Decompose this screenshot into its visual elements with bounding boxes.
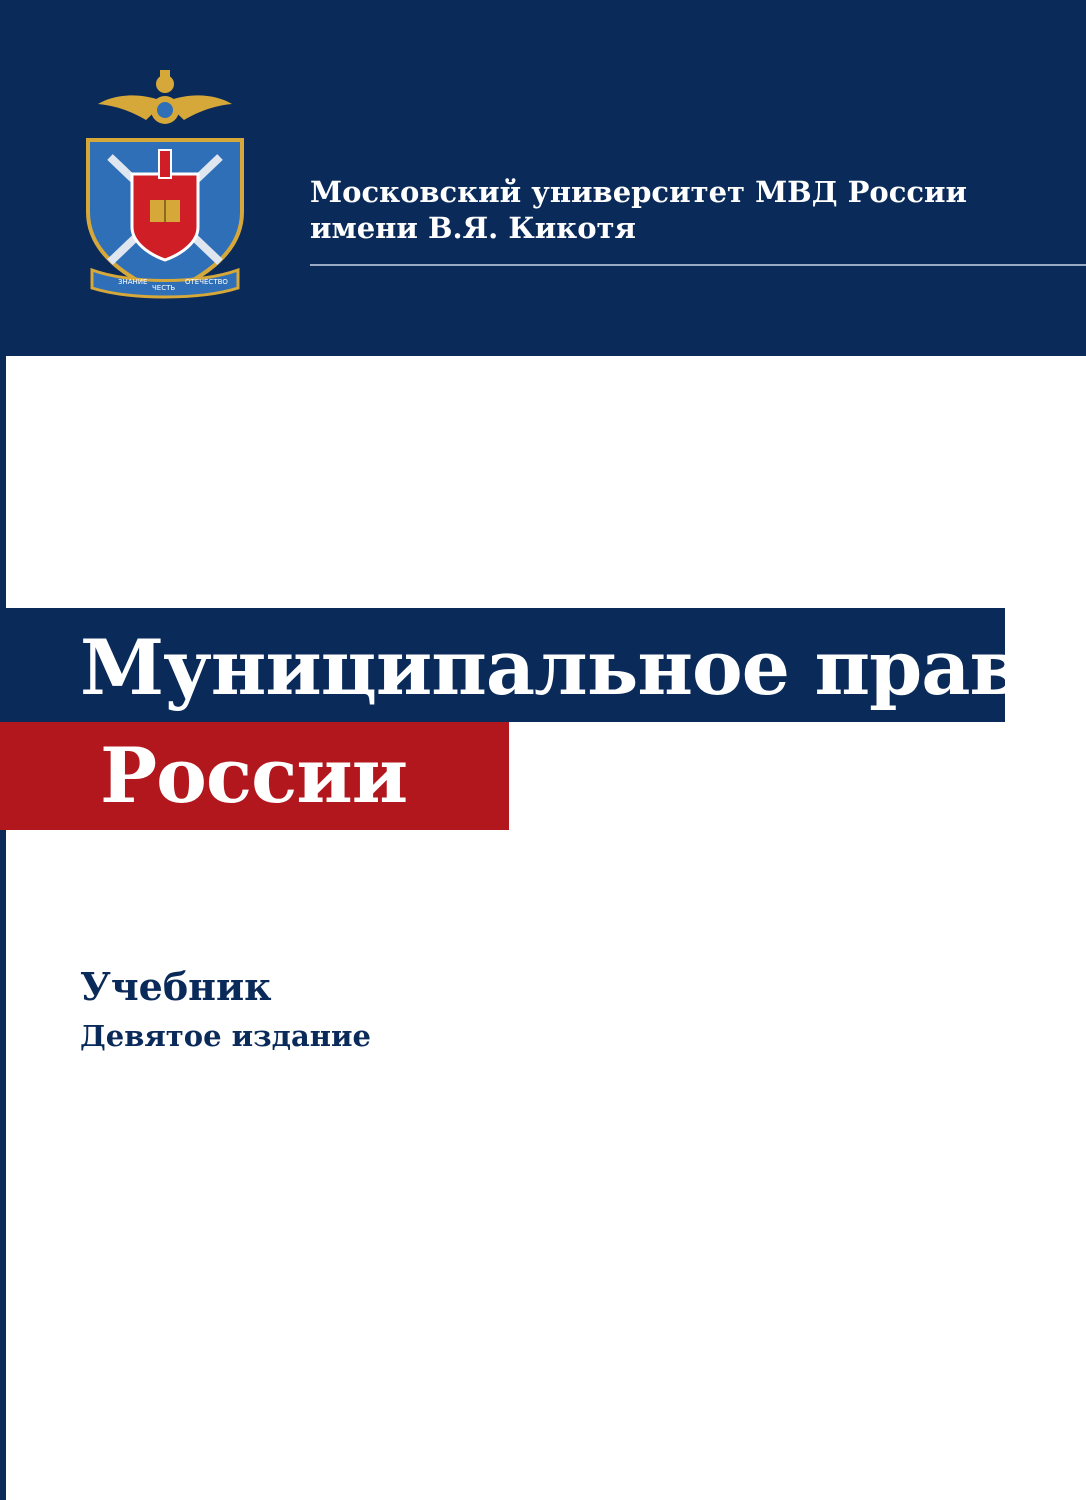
book-type: Учебник bbox=[80, 964, 272, 1009]
book-title-line-2: России bbox=[100, 731, 408, 820]
university-emblem-icon bbox=[70, 62, 260, 312]
header-divider bbox=[310, 264, 1086, 266]
emblem-motto-3: ОТЕЧЕСТВО bbox=[185, 278, 228, 286]
university-name-line-2: имени В.Я. Кикотя bbox=[310, 211, 636, 245]
emblem-motto-1: ЗНАНИЕ bbox=[118, 278, 148, 286]
book-title-line-1: Муниципальное право bbox=[80, 623, 1071, 712]
university-name bbox=[310, 174, 1070, 246]
edition-label: Девятое издание bbox=[80, 1019, 371, 1053]
university-name-line-1: Московский университет МВД России bbox=[310, 175, 968, 209]
emblem-motto-2: ЧЕСТЬ bbox=[152, 284, 176, 292]
